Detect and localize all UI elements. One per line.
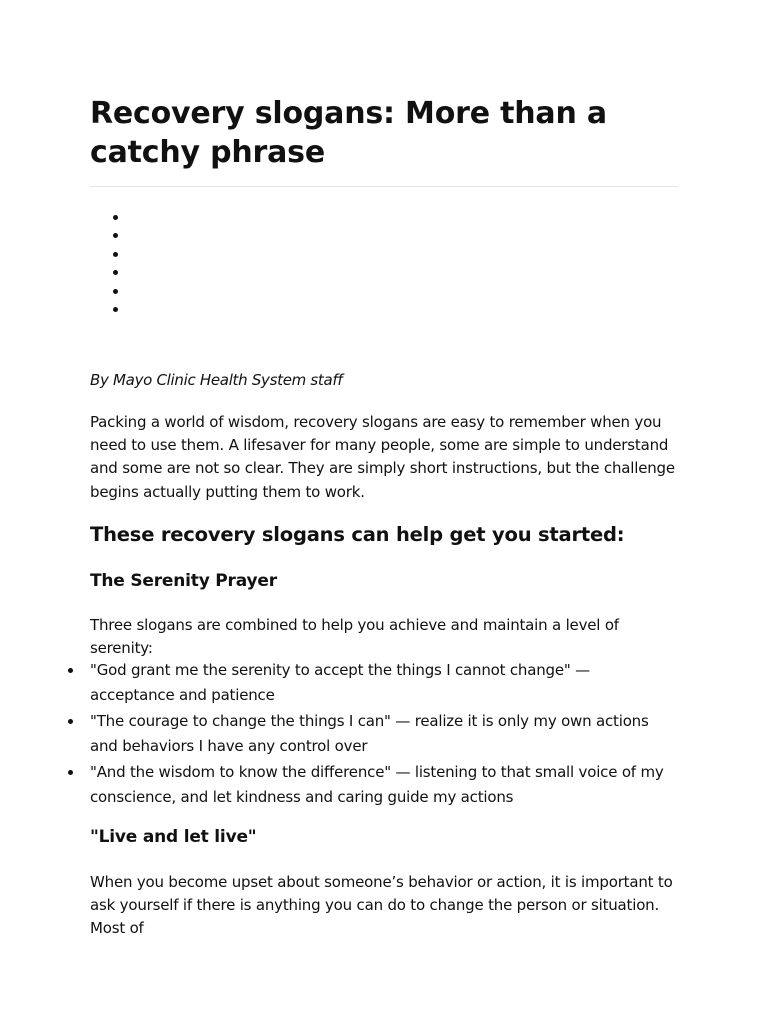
list-item: "God grant me the serenity to accept the things I cannot change" — acceptance and patience — [90, 658, 678, 708]
section-heading: These recovery slogans can help get you started: — [90, 523, 625, 546]
serenity-heading: The Serenity Prayer — [90, 571, 277, 591]
serenity-list — [90, 658, 678, 811]
intro-paragraph: Packing a world of wisdom, recovery slogans are easy to remember when you need to use them. A lifesaver for many people, some are simple to understand and some are not so clear. They are simply short instructions, but the challenge begins actually putting them to work. — [90, 413, 675, 501]
list-item: "And the wisdom to know the difference" — listening to that small voice of my conscience, and let kindness and caring guide my actions — [90, 760, 678, 810]
list-item: "The courage to change the things I can" — realize it is only my own actions and behaviors I have any control over — [90, 709, 678, 759]
live-paragraph: When you become upset about someone’s behavior or action, it is important to ask yourself if there is anything you can do to change the person or situation. Most of — [90, 873, 673, 938]
article-title: Recovery slogans: More than a catchy phrase — [90, 96, 607, 170]
byline: By Mayo Clinic Health System staff — [90, 371, 343, 389]
live-heading: "Live and let live" — [90, 827, 257, 847]
title-divider — [90, 186, 678, 187]
serenity-intro: Three slogans are combined to help you achieve and maintain a level of serenity: — [90, 616, 619, 658]
